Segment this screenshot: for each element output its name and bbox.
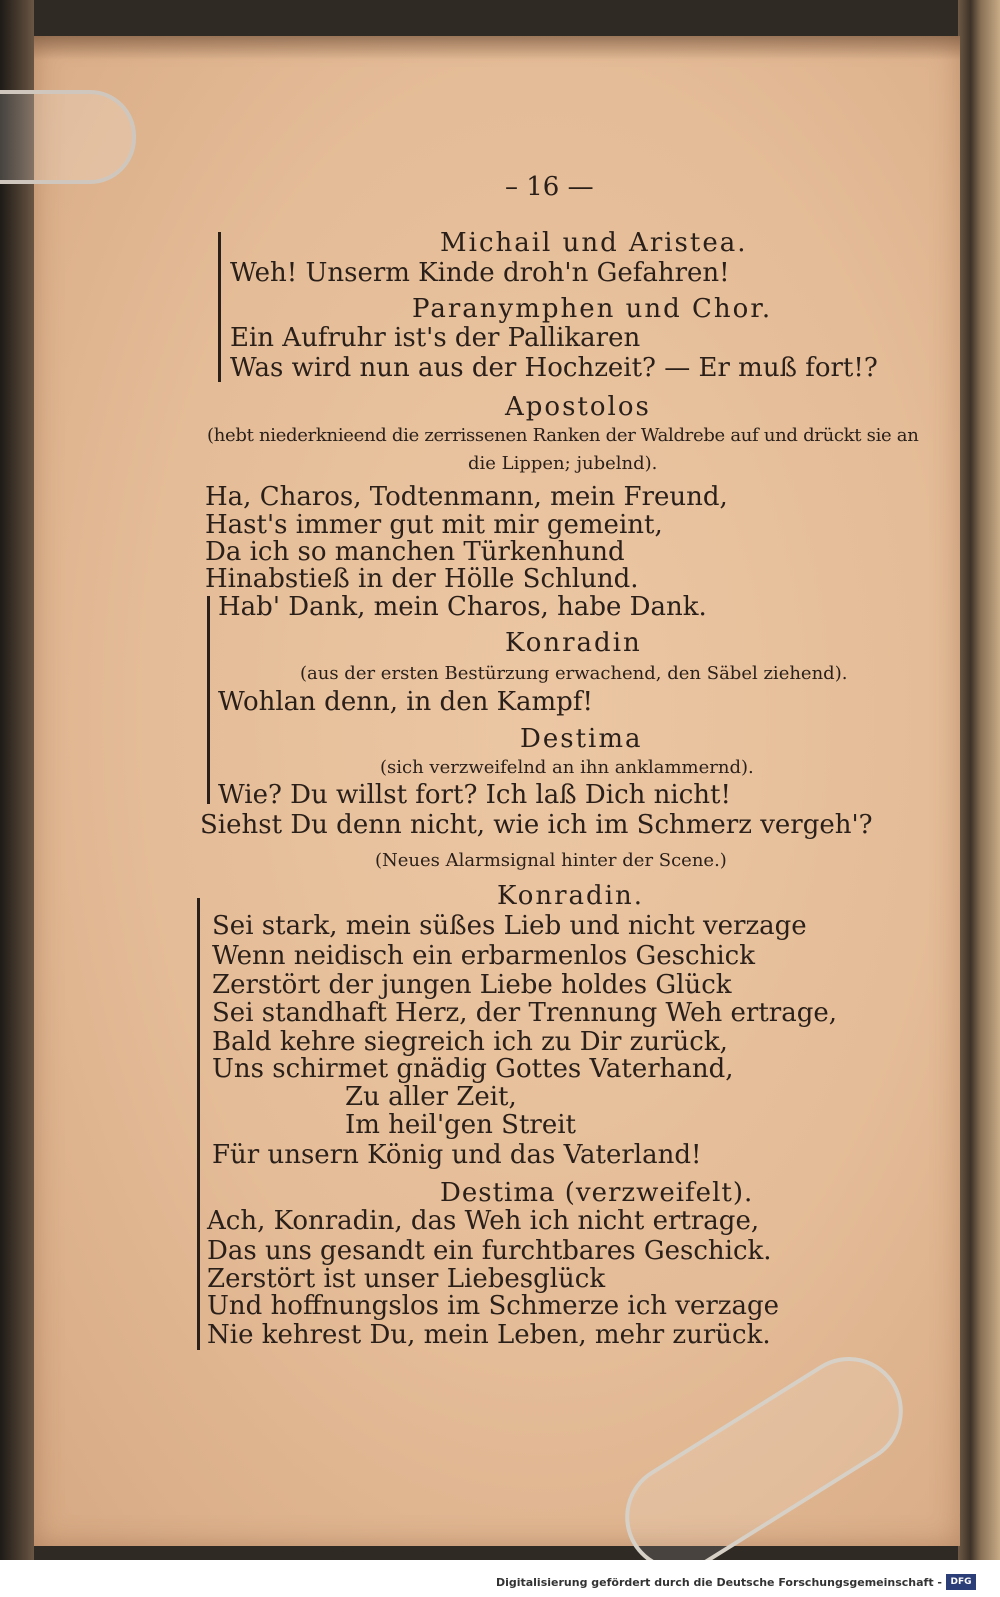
speaker-destima: Destima (verzweifelt). <box>440 1178 754 1208</box>
verse-line: Und hoffnungslos im Schmerze ich verzage <box>207 1291 780 1321</box>
book-spine <box>0 0 34 1560</box>
stage-direction: die Lippen; jubelnd). <box>468 453 658 474</box>
stage-direction: (aus der ersten Bestürzung erwachend, den Säbel ziehend). <box>300 663 848 684</box>
brace-chorus <box>218 232 221 382</box>
speaker-michail-aristea: Michail und Aristea. <box>440 228 748 258</box>
stage-direction: (Neues Alarmsignal hinter der Scene.) <box>375 850 727 871</box>
brace-aria <box>197 898 200 1350</box>
speaker-paranymphen: Paranymphen und Chor. <box>412 294 773 324</box>
verse-line: Zerstört der jungen Liebe holdes Glück <box>212 970 732 1000</box>
verse-line: Zu aller Zeit, <box>345 1082 517 1112</box>
verse-line: Im heil'gen Streit <box>345 1110 576 1140</box>
speaker-konradin: Konradin <box>505 628 642 658</box>
stage-direction: (hebt niederknieend die zerrissenen Ranken der Waldrebe auf und drückt sie an <box>207 425 919 446</box>
page-shadow <box>34 36 960 60</box>
verse-line: Nie kehrest Du, mein Leben, mehr zurück. <box>207 1320 771 1350</box>
footer-credit: Digitalisierung gefördert durch die Deutsche Forschungsgemeinschaft - <box>495 1576 942 1589</box>
verse-line: Wie? Du willst fort? Ich laß Dich nicht! <box>218 780 731 810</box>
verse-line: Bald kehre siegreich ich zu Dir zurück, <box>212 1027 728 1057</box>
paper-clip-top <box>0 90 136 184</box>
page-number: – 16 — <box>505 172 594 202</box>
verse-line: Sei stark, mein süßes Lieb und nicht verzage <box>212 911 807 941</box>
verse-line: Hast's immer gut mit mir gemeint, <box>205 510 663 540</box>
dfg-logo: DFG <box>946 1574 976 1590</box>
verse-line: Weh! Unserm Kinde droh'n Gefahren! <box>230 258 730 288</box>
verse-line: Das uns gesandt ein furchtbares Geschick. <box>207 1236 772 1266</box>
verse-line: Wohlan denn, in den Kampf! <box>218 687 593 717</box>
verse-line: Ein Aufruhr ist's der Pallikaren <box>230 323 641 353</box>
speaker-konradin: Konradin. <box>497 881 645 911</box>
brace-exchange <box>207 596 210 804</box>
verse-line: Hab' Dank, mein Charos, habe Dank. <box>218 592 707 622</box>
speaker-destima: Destima <box>520 724 643 754</box>
verse-line: Wenn neidisch ein erbarmenlos Geschick <box>212 941 755 971</box>
verse-line: Zerstört ist unser Liebesglück <box>207 1264 606 1294</box>
verse-line: Ha, Charos, Todtenmann, mein Freund, <box>205 482 728 512</box>
verse-line: Siehst Du denn nicht, wie ich im Schmerz vergeh'? <box>200 810 873 840</box>
speaker-apostolos: Apostolos <box>505 392 651 422</box>
verse-line: Sei standhaft Herz, der Trennung Weh ertrage, <box>212 998 838 1028</box>
verse-line: Hinabstieß in der Hölle Schlund. <box>205 564 639 594</box>
verse-line: Da ich so manchen Türkenhund <box>205 537 625 567</box>
verse-line: Uns schirmet gnädig Gottes Vaterhand, <box>212 1054 734 1084</box>
verse-line: Für unsern König und das Vaterland! <box>212 1140 702 1170</box>
verse-line: Ach, Konradin, das Weh ich nicht ertrage, <box>207 1206 760 1236</box>
stage-direction: (sich verzweifelnd an ihn anklammernd). <box>380 757 754 778</box>
book-edge-right <box>958 0 1000 1560</box>
verse-line: Was wird nun aus der Hochzeit? — Er muß fort!? <box>230 353 878 383</box>
